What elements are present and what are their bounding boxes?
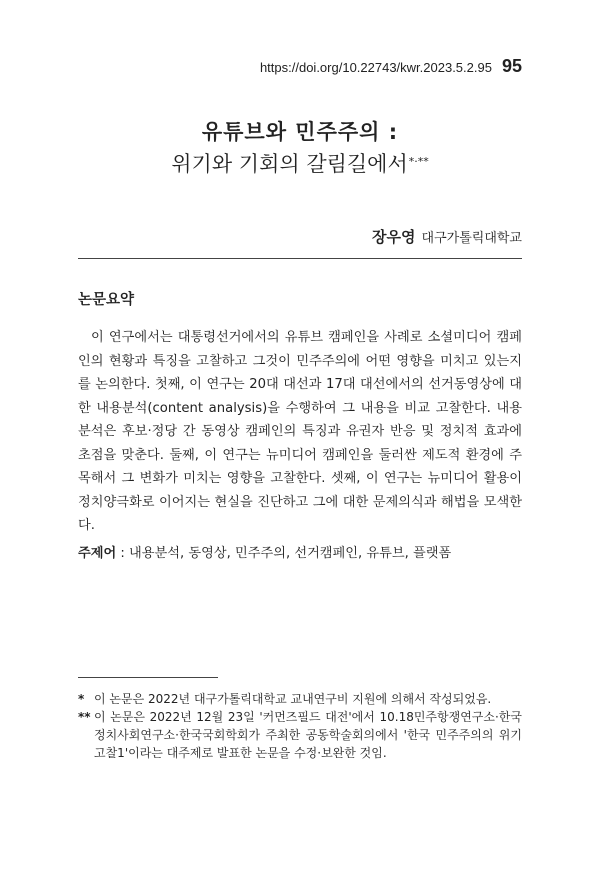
keywords-label: 주제어 — [78, 546, 117, 561]
paper-title: 유튜브와 민주주의 : — [201, 120, 399, 144]
abstract-heading: 논문요약 — [78, 292, 135, 308]
keywords-separator: : — [116, 546, 130, 561]
author-affiliation: 대구가톨릭대학교 — [421, 231, 522, 246]
subtitle-text: 위기와 기회의 갈림길에서 — [171, 152, 408, 176]
author-block — [372, 226, 522, 247]
footnote-marks: *·** — [408, 155, 429, 168]
page-number: 95 — [501, 56, 522, 76]
footnote-mark: * — [78, 692, 85, 706]
abstract-paragraph: 이 연구에서는 대통령선거에서의 유튜브 캠페인을 사례로 소셜미디어 캠페인의 현황과 특징을 고찰하고 그것이 민주주의에 어떤 영향을 미치고 있는지를 논의한다. 첫째, 이 연구는 20대 대선과 17대 대선에서의 선거동영상에 대한 내용분석(content analysis)을 수행하여 그 내용을 비교 고찰한다. 내용분석은 후보·정당 간 동영상 캠페인의 특징과 유권자 반응 및 정치적 효과에 초점을 맞춘다. 둘째, 이 연구는 뉴미디어 캠페인을 둘러싼 제도적 환경에 주목해서 그 변화가 미치는 영향을 고찰한다. 셋째, 이 연구는 뉴미디어 활용이 정치양극화로 이어지는 현실을 진단하고 그에 대한 문제의식과 해법을 모색한다. — [78, 330, 522, 533]
divider — [78, 258, 522, 259]
keywords — [78, 542, 522, 561]
footnotes — [78, 690, 522, 762]
footnote-2 — [78, 708, 522, 762]
doi-link[interactable]: https://doi.org/10.22743/kwr.2023.5.2.95 — [259, 60, 492, 75]
abstract-body — [78, 326, 522, 538]
footnote-divider — [78, 677, 218, 678]
author-name: 장우영 — [372, 228, 416, 246]
page-header — [78, 56, 522, 77]
footnote-1 — [78, 690, 522, 708]
paper-subtitle — [0, 148, 600, 178]
footnote-text: 이 논문은 2022년 대구가톨릭대학교 교내연구비 지원에 의해서 작성되었음. — [94, 692, 492, 706]
keywords-list: 내용분석, 동영상, 민주주의, 선거캠페인, 유튜브, 플랫폼 — [129, 546, 452, 561]
footnote-text: 이 논문은 2022년 12월 23일 '커먼즈필드 대전'에서 10.18민주항쟁연구소·한국정치사회연구소·한국국회학회가 주최한 공동학술회의에서 '한국 민주주의의 위기 고찰1'이라는 대주제로 발표한 논문을 수정·보완한 것임. — [94, 710, 522, 760]
footnote-mark: ** — [78, 710, 91, 724]
